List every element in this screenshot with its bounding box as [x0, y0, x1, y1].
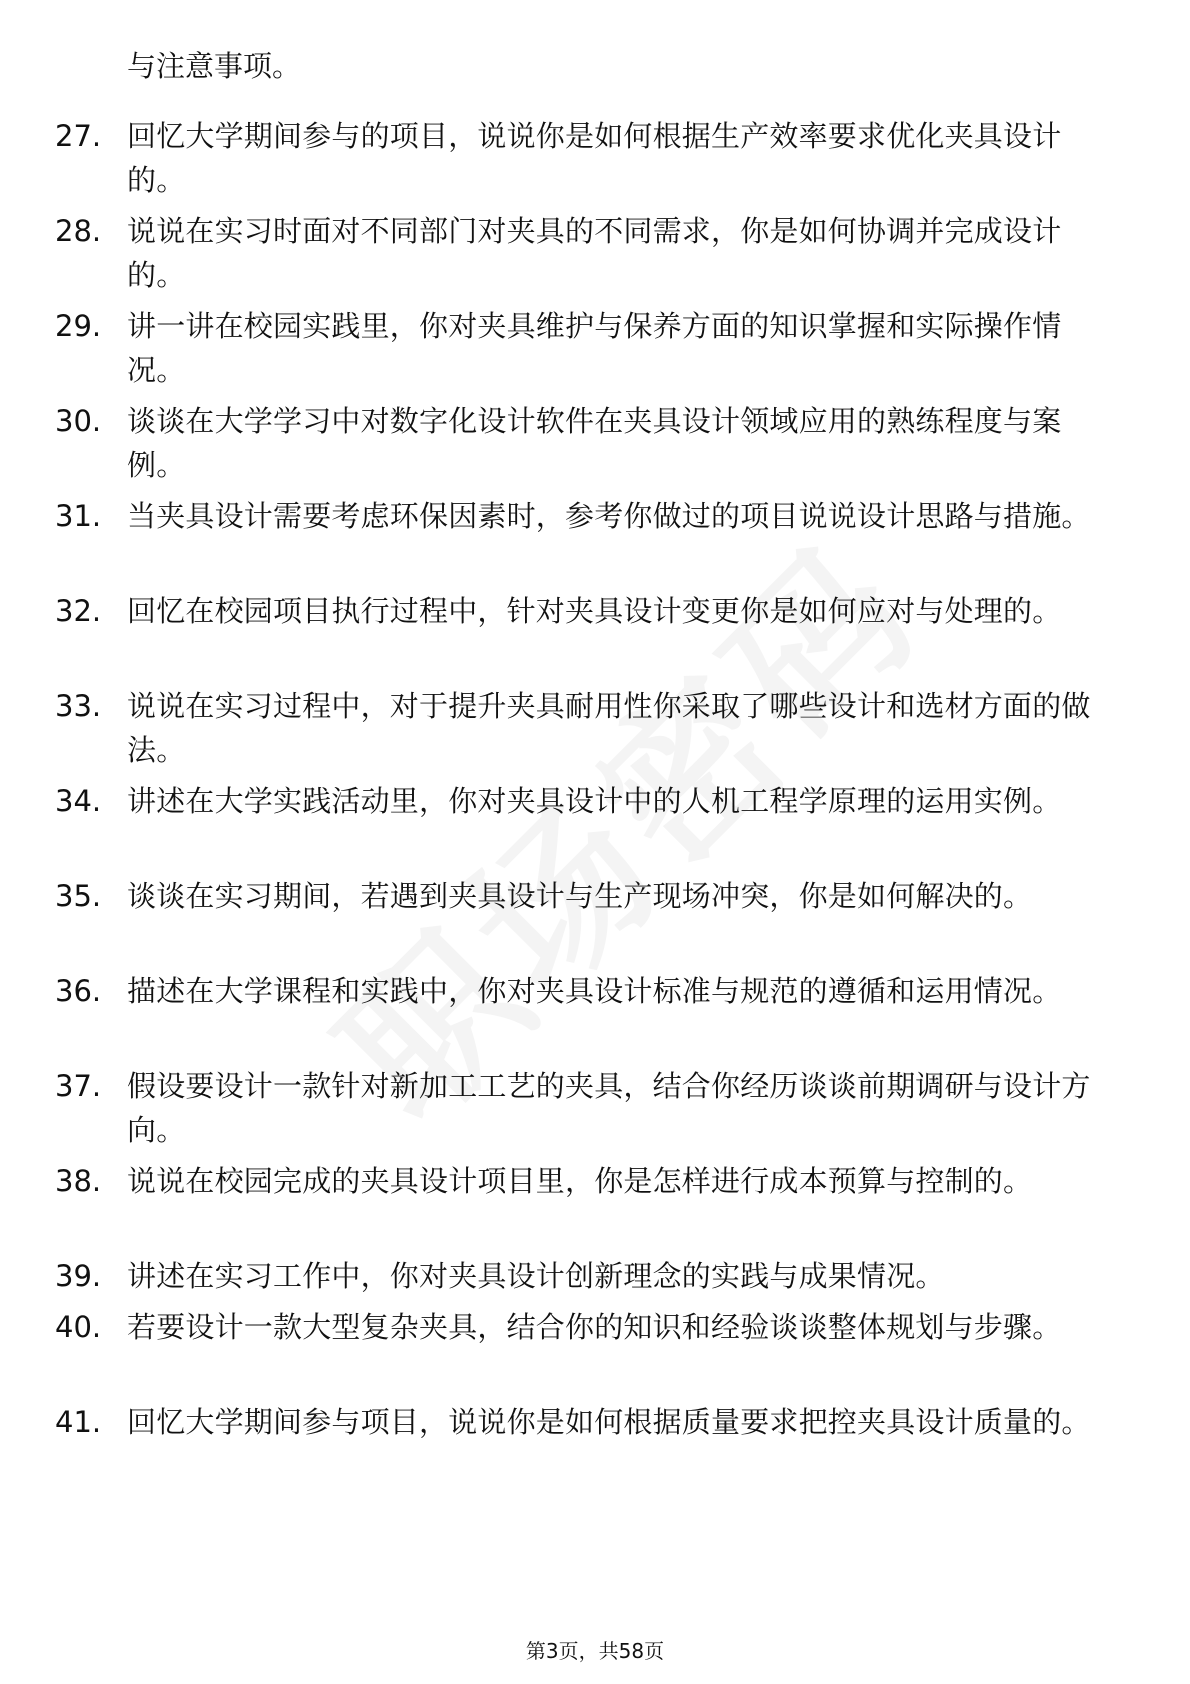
question-number: 29. [55, 309, 102, 343]
question-text: 若要设计一款大型复杂夹具，结合你的知识和经验谈谈整体规划与步骤。 [127, 1310, 1062, 1344]
question-number: 36. [55, 974, 102, 1008]
question-text: 当夹具设计需要考虑环保因素时，参考你做过的项目说说设计思路与措施。 [127, 499, 1091, 533]
question-item [0, 779, 1190, 874]
question-item [0, 304, 1190, 399]
question-text: 描述在大学课程和实践中，你对夹具设计标准与规范的遵循和运用情况。 [127, 974, 1062, 1008]
question-text: 说说在实习过程中，对于提升夹具耐用性你采取了哪些设计和选材方面的做法。 [127, 689, 1091, 767]
question-text: 讲述在实习工作中，你对夹具设计创新理念的实践与成果情况。 [127, 1259, 945, 1293]
question-item [0, 1159, 1190, 1254]
page-number-footer: 第3页，共58页 [525, 1639, 665, 1663]
question-text: 谈谈在大学学习中对数字化设计软件在夹具设计领域应用的熟练程度与案例。 [127, 404, 1062, 482]
question-text: 假设要设计一款针对新加工工艺的夹具，结合你经历谈谈前期调研与设计方向。 [127, 1069, 1091, 1147]
question-number: 27. [55, 119, 102, 153]
question-item [0, 1064, 1190, 1159]
question-item [0, 114, 1190, 209]
question-text: 讲述在大学实践活动里，你对夹具设计中的人机工程学原理的运用实例。 [127, 784, 1062, 818]
question-text: 说说在校园完成的夹具设计项目里，你是怎样进行成本预算与控制的。 [127, 1164, 1033, 1198]
question-text: 回忆在校园项目执行过程中，针对夹具设计变更你是如何应对与处理的。 [127, 594, 1062, 628]
continued-text: 与注意事项。 [127, 49, 302, 83]
question-item [0, 969, 1190, 1064]
question-item [0, 399, 1190, 494]
question-item [0, 494, 1190, 589]
question-text: 回忆大学期间参与的项目，说说你是如何根据生产效率要求优化夹具设计的。 [127, 119, 1062, 197]
question-number: 39. [55, 1259, 102, 1293]
question-number: 30. [55, 404, 102, 438]
question-list [0, 114, 1190, 1495]
question-number: 32. [55, 594, 102, 628]
question-item [0, 1400, 1190, 1495]
question-number: 38. [55, 1164, 102, 1198]
question-text: 讲一讲在校园实践里，你对夹具维护与保养方面的知识掌握和实际操作情况。 [127, 309, 1062, 387]
question-item [0, 874, 1190, 969]
question-item [0, 1305, 1190, 1400]
question-text: 回忆大学期间参与项目，说说你是如何根据质量要求把控夹具设计质量的。 [127, 1405, 1091, 1439]
question-text: 说说在实习时面对不同部门对夹具的不同需求，你是如何协调并完成设计的。 [127, 214, 1062, 292]
question-item [0, 684, 1190, 779]
question-number: 33. [55, 689, 102, 723]
question-item [0, 209, 1190, 304]
question-number: 31. [55, 499, 102, 533]
question-text: 谈谈在实习期间，若遇到夹具设计与生产现场冲突，你是如何解决的。 [127, 879, 1033, 913]
question-number: 28. [55, 214, 102, 248]
question-number: 37. [55, 1069, 102, 1103]
question-item [0, 1254, 1190, 1305]
question-item [0, 589, 1190, 684]
question-number: 34. [55, 784, 102, 818]
question-number: 40. [55, 1310, 102, 1344]
question-number: 35. [55, 879, 102, 913]
question-number: 41. [55, 1405, 102, 1439]
